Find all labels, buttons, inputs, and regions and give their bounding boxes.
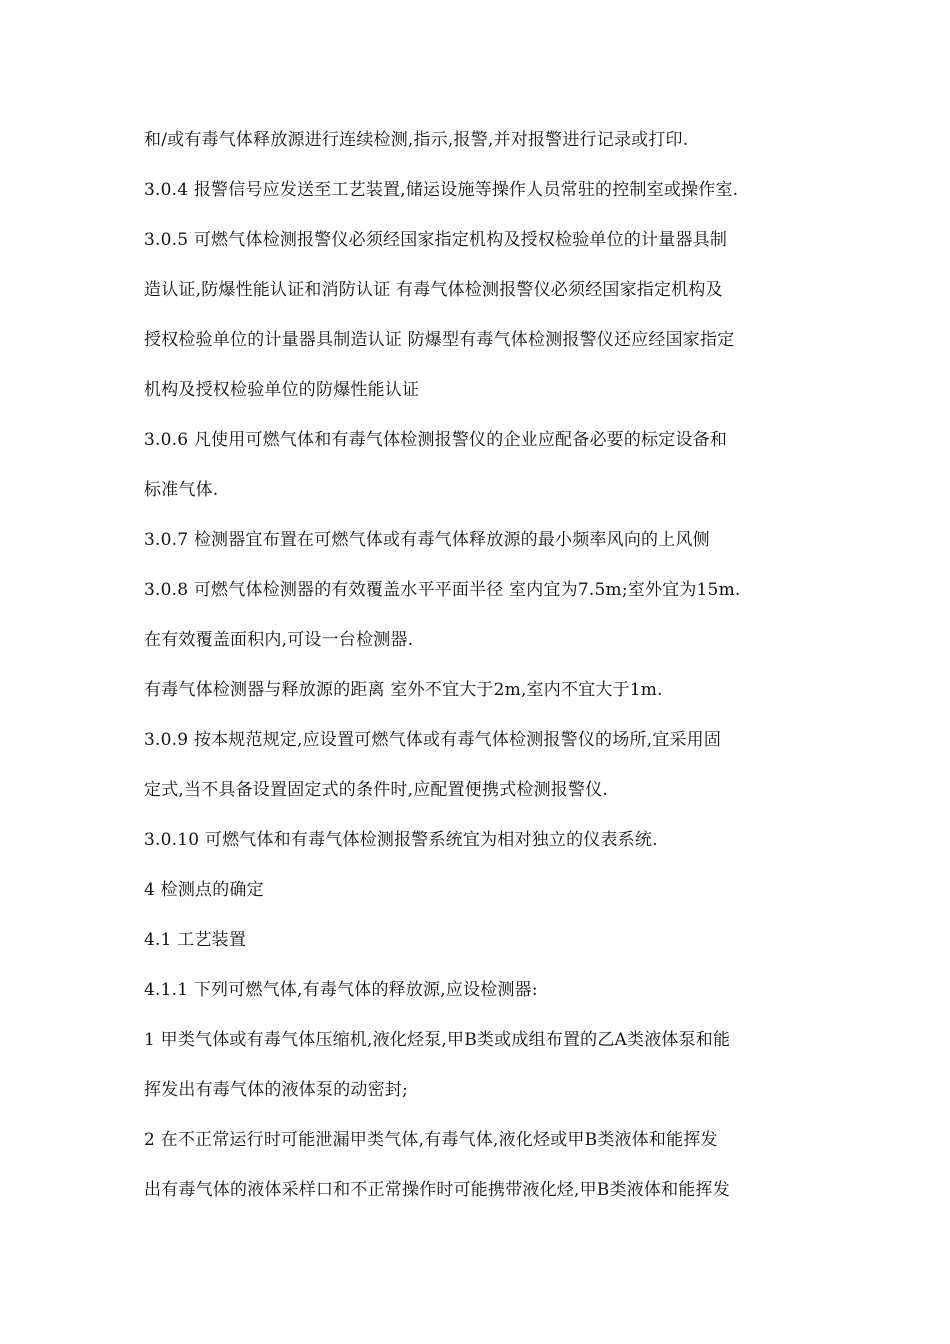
text-line: 和/或有毒气体释放源进行连续检测,指示,报警,并对报警进行记录或打印. xyxy=(144,130,689,150)
text-line: 在有效覆盖面积内,可设一台检测器. xyxy=(144,630,414,650)
text-line: 有毒气体检测器与释放源的距离 室外不宜大于2m,室内不宜大于1m. xyxy=(144,680,663,700)
clause-3-0-10: 3.0.10 可燃气体和有毒气体检测报警系统宜为相对独立的仪表系统. xyxy=(144,830,658,850)
text-line: 机构及授权检验单位的防爆性能认证 xyxy=(144,380,420,400)
text-line: 定式,当不具备设置固定式的条件时,应配置便携式检测报警仪. xyxy=(144,780,609,800)
clause-3-0-8: 3.0.8 可燃气体检测器的有效覆盖水平平面半径 室内宜为7.5m;室外宜为15m. xyxy=(144,580,741,600)
clause-3-0-5: 3.0.5 可燃气体检测报警仪必须经国家指定机构及授权检验单位的计量器具制 xyxy=(144,230,728,250)
text-line: 挥发出有毒气体的液体泵的动密封; xyxy=(144,1080,408,1100)
text-line: 标准气体. xyxy=(144,480,219,500)
text-line: 出有毒气体的液体采样口和不正常操作时可能携带液化烃,甲B类液体和能挥发 xyxy=(144,1180,730,1200)
text-line: 授权检验单位的计量器具制造认证 防爆型有毒气体检测报警仪还应经国家指定 xyxy=(144,330,735,350)
clause-3-0-6: 3.0.6 凡使用可燃气体和有毒气体检测报警仪的企业应配备必要的标定设备和 xyxy=(144,430,728,450)
clause-3-0-7: 3.0.7 检测器宜布置在可燃气体或有毒气体释放源的最小频率风向的上风侧 xyxy=(144,530,710,550)
list-item: 1 甲类气体或有毒气体压缩机,液化烃泵,甲B类或成组布置的乙A类液体泵和能 xyxy=(144,1030,731,1050)
section-heading: 4 检测点的确定 xyxy=(144,880,264,900)
clause-4-1-1: 4.1.1 下列可燃气体,有毒气体的释放源,应设检测器: xyxy=(144,980,538,1000)
subsection-heading: 4.1 工艺装置 xyxy=(144,930,247,950)
text-line: 造认证,防爆性能认证和消防认证 有毒气体检测报警仪必须经国家指定机构及 xyxy=(144,280,723,300)
clause-3-0-9: 3.0.9 按本规范规定,应设置可燃气体或有毒气体检测报警仪的场所,宜采用固 xyxy=(144,730,722,750)
list-item: 2 在不正常运行时可能泄漏甲类气体,有毒气体,液化烃或甲B类液体和能挥发 xyxy=(144,1130,718,1150)
clause-3-0-4: 3.0.4 报警信号应发送至工艺装置,储运设施等操作人员常驻的控制室或操作室. xyxy=(144,180,739,200)
